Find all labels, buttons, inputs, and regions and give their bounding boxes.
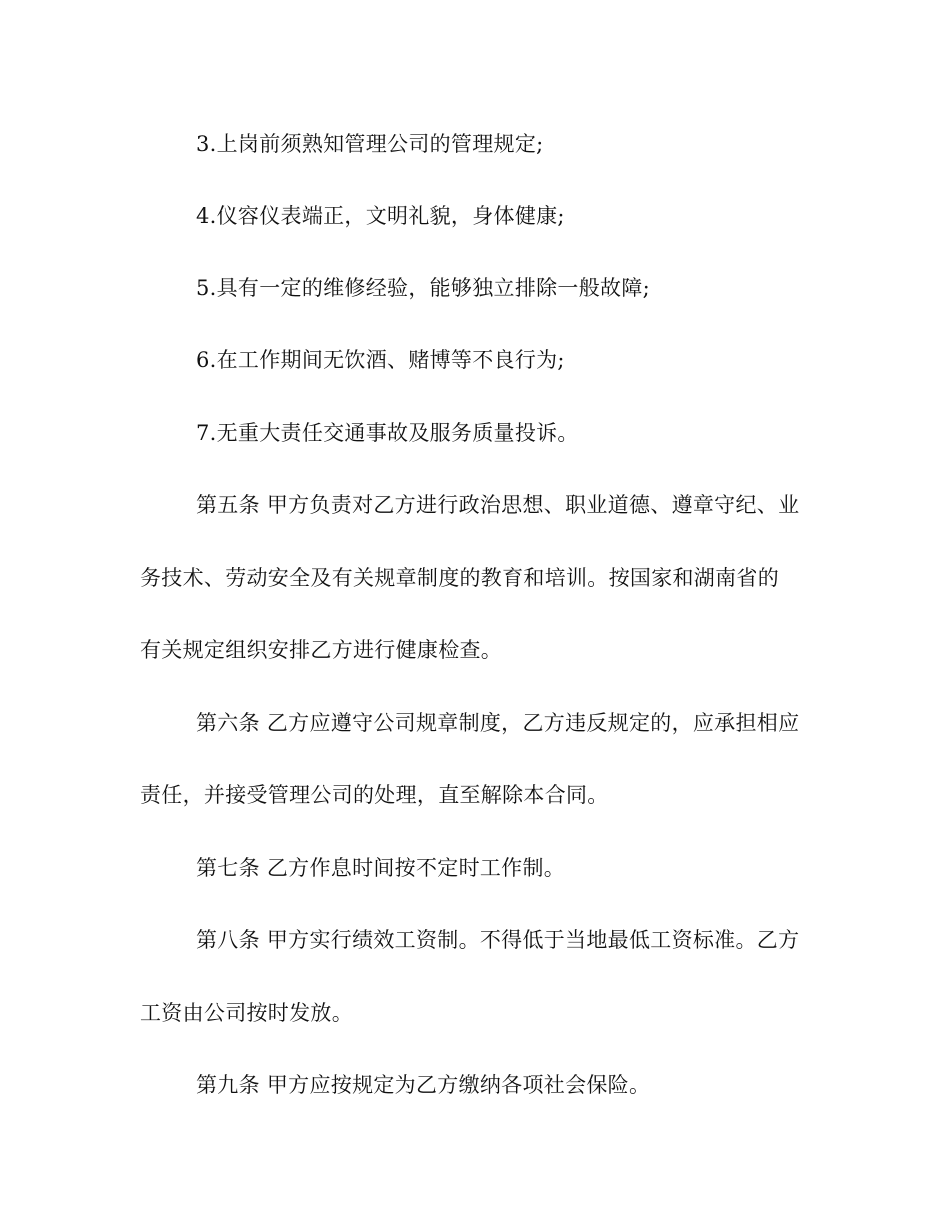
requirement-item-5: 5.具有一定的维修经验，能够独立排除一般故障;: [196, 276, 651, 300]
article-6-line-2: 责任，并接受管理公司的处理，直至解除本合同。: [140, 783, 609, 807]
article-5-line-3: 有关规定组织安排乙方进行健康检查。: [140, 638, 503, 662]
requirement-item-3: 3.上岗前须熟知管理公司的管理规定;: [196, 132, 544, 156]
article-8-line-1: 第八条 甲方实行绩效工资制。不得低于当地最低工资标准。乙方: [196, 928, 800, 952]
article-6-line-1: 第六条 乙方应遵守公司规章制度，乙方违反规定的，应承担相应: [196, 711, 800, 735]
requirement-item-7: 7.无重大责任交通事故及服务质量投诉。: [196, 421, 579, 445]
article-7-line-1: 第七条 乙方作息时间按不定时工作制。: [196, 856, 566, 880]
article-5-line-1: 第五条 甲方负责对乙方进行政治思想、职业道德、遵章守纪、业: [196, 493, 800, 517]
article-9-line-1: 第九条 甲方应按规定为乙方缴纳各项社会保险。: [196, 1073, 651, 1097]
requirement-item-6: 6.在工作期间无饮酒、赌博等不良行为;: [196, 348, 565, 372]
requirement-item-4: 4.仪容仪表端正，文明礼貌，身体健康;: [196, 204, 565, 228]
article-5-line-2: 务技术、劳动安全及有关规章制度的教育和培训。按国家和湖南省的: [140, 566, 779, 590]
article-8-line-2: 工资由公司按时发放。: [140, 1001, 353, 1025]
